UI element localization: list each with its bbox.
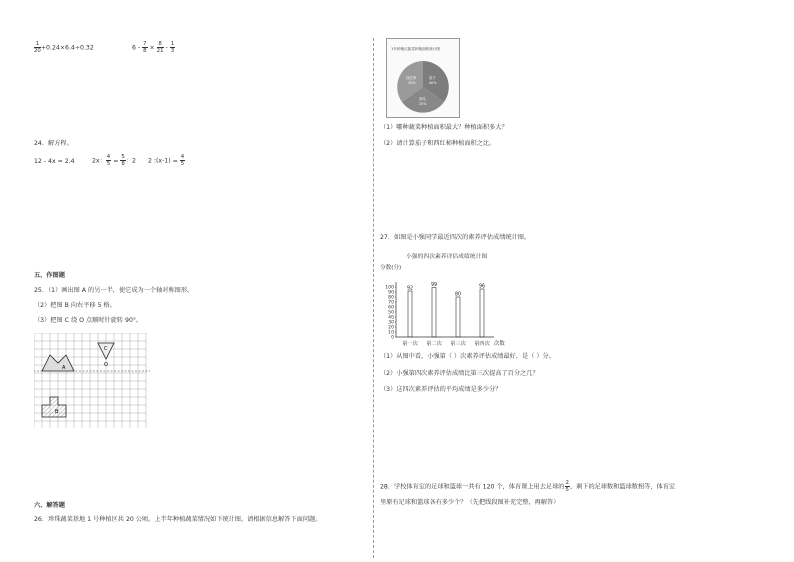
equation-1: 12 - 4x = 2.4 [34,158,75,165]
y-tick-label: 40 [388,315,394,321]
eq2-lead: 2x： [92,157,106,165]
calc-expression-1-rest: +0.24×6.4÷0.32 [40,44,94,52]
q26-part1: （1）哪种蔬菜种植面积最大？种植面积多大？ [380,124,508,131]
x-tick-label: 第四次 [474,341,490,347]
eq3-lead: 2 :(x-1) = [148,157,178,165]
operator: × [149,44,155,52]
pie-chart-title: 1号种植区蔬菜种植面积统计图 [391,47,441,51]
pie-label-tomato-name: 西红柿 [406,76,417,80]
label-a: A [62,365,66,371]
bar-value-label: 92 [406,286,414,292]
fraction-denominator: 5 [180,161,185,167]
section-6-heading: 六、解答题 [34,502,65,509]
q28-text-a: 28．学校体育室的足球和篮球一共有 120 个，体育课上用去足球的 [380,483,565,491]
bar [432,288,436,338]
fraction-numerator: 7 [143,41,147,47]
q27-part2: （2）小强第四次素养评估成绩比第三次提高了百分之几？ [380,370,539,377]
fraction-denominator: 5 [106,161,111,167]
fraction-denominator: 20 [34,48,41,54]
label-o: O [104,362,108,368]
bar [456,297,460,337]
y-tick-label: 60 [388,305,394,311]
x-tick-label: 第一次 [402,341,418,347]
fraction-numerator: 4 [106,154,111,160]
x-ticks [402,339,490,347]
bar [408,291,412,337]
bar-value-label: 96 [478,284,486,290]
q28-line1 [380,480,675,493]
bars [407,282,485,337]
bar [480,289,484,337]
y-tick-label: 0 [391,335,394,341]
drawing-grid [34,333,154,433]
fraction-denominator: 3 [170,48,175,54]
x-tick-label: 第三次 [450,341,466,347]
pie-chart [395,59,451,115]
pie-label-tomato-pct: 35% [408,81,416,85]
q26-part2: （2）请计算茄子和西红柿种植面积之比。 [380,140,496,147]
calc2-lead: 6 - [132,44,141,52]
section-5-heading: 五、作图题 [34,272,65,279]
shape-b [42,397,66,417]
equation-2 [92,154,136,167]
bar-value-label: 80 [454,292,462,298]
q28-text-b: ，剩下的足球数和篮球数相等，体育室 [569,483,676,491]
operator: - [165,44,168,52]
fraction-denominator: 8 [121,161,125,167]
y-tick-label: 50 [388,310,394,316]
y-tick-label: 90 [388,290,394,296]
equation-3 [148,154,185,167]
y-tick-label: 10 [388,330,394,336]
q25-part1: 25．（1）画出图 A 的另一半，使它成为一个轴对称图形。 [34,287,194,294]
y-ticks [385,285,396,341]
pie-label-eggplant-pct: 40% [429,81,437,85]
q28-line2: 里原有足球和篮球各有多少个？（先把线段图补充完整，再解答） [380,499,560,506]
fraction-numerator: 1 [35,41,40,47]
calc-expression-1 [34,41,94,54]
pie-chart-box [386,38,460,118]
fraction-denominator: 8 [143,48,147,54]
y-tick-label: 30 [388,320,394,326]
y-tick-label: 80 [388,295,394,301]
q25-part3: （3）把图 C 绕 O 点顺时针旋转 90°。 [34,317,143,324]
pie-label-cucumber-name: 黄瓜 [419,97,426,101]
label-b: B [55,409,59,415]
y-tick-label: 70 [388,300,394,306]
x-tick-label: 第二次 [426,341,442,347]
q24-title: 24．解方程。 [34,140,73,147]
pie-label-eggplant-name: 茄子 [429,76,436,80]
eq2-tail: ：2 [125,157,136,165]
q27-part1: （1）从图中看，小强第（ ）次素养评估成绩最好，是（ ）分。 [380,353,555,360]
calc-expression-2 [132,41,175,54]
fraction-numerator: 5 [121,154,125,160]
y-axis-label: 分数(分) [380,265,402,271]
fraction-numerator: 2 [565,480,569,486]
fraction-denominator: 21 [156,48,164,54]
y-tick-label: 100 [385,285,394,291]
q26-text: 26．珍珠蔬菜基地 1 号种植区共 20 公顷。上半年种植蔬菜情况如下统计图。请根据信息解答下面问题。 [34,516,322,523]
column-divider [373,38,374,558]
label-c: C [104,346,108,352]
bar-chart [376,250,526,350]
fraction-numerator: 4 [180,154,185,160]
q27-text: 27．如图是小强同学最近四次的素养评估成绩统计图。 [380,234,531,241]
fraction-numerator: 1 [170,41,175,47]
eq2-mid: = [111,157,121,165]
q25-part2: （2）把图 B 向右平移 5 格。 [34,302,116,309]
fraction-denominator: 5 [565,487,569,493]
bar-value-label: 99 [430,283,438,288]
chart-title: 小强的四次素养评估成绩统计图 [406,254,488,260]
fraction-numerator: 8 [158,41,162,47]
pie-label-cucumber-pct: 25% [419,102,427,106]
q27-part3: （3）这四次素养评估的平均成绩是多少分？ [380,386,502,393]
y-tick-label: 20 [388,325,394,331]
x-axis-label: 次数 [494,341,505,347]
